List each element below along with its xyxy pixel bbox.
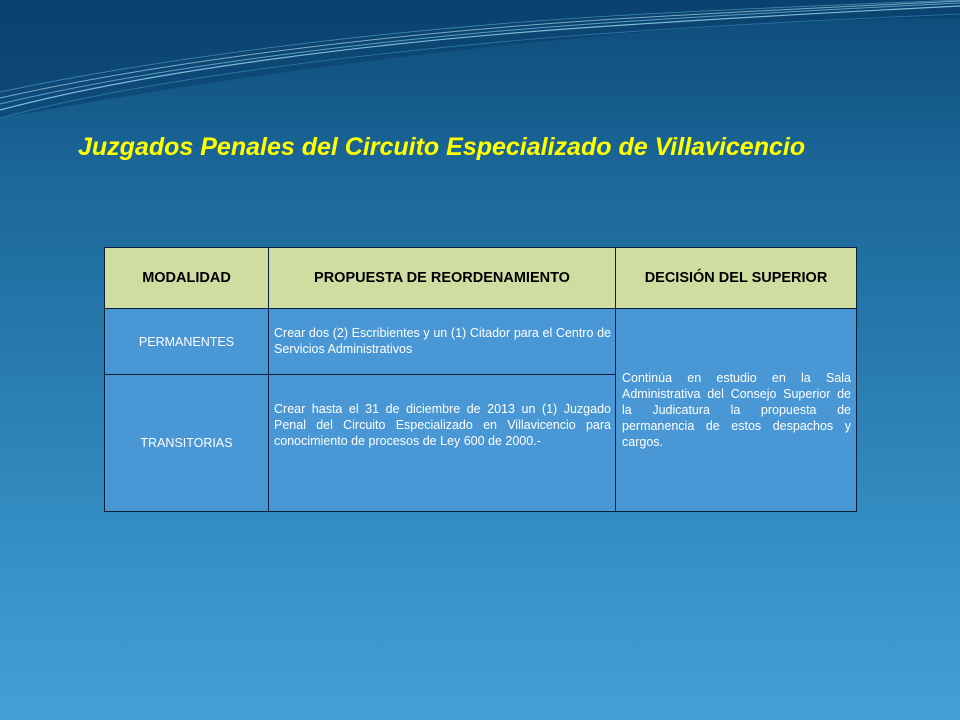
header-modalidad: MODALIDAD: [105, 248, 269, 309]
slide-title: Juzgados Penales del Circuito Especializado de Villavicencio: [78, 133, 806, 161]
decorative-wave-lines: [0, 0, 960, 140]
reorganization-table: [104, 247, 857, 512]
header-propuesta: PROPUESTA DE REORDENAMIENTO: [269, 248, 616, 309]
cell-propuesta: Crear hasta el 31 de diciembre de 2013 un (1) Juzgado Penal del Circuito Especializado en Villavicencio para conocimiento de procesos de Ley 600 de 2000.-: [269, 375, 616, 512]
header-decision: DECISIÓN DEL SUPERIOR: [616, 248, 857, 309]
table-row: [105, 309, 857, 375]
cell-modalidad: TRANSITORIAS: [105, 375, 269, 512]
table-header-row: [105, 248, 857, 309]
cell-modalidad: PERMANENTES: [105, 309, 269, 375]
cell-propuesta: Crear dos (2) Escribientes y un (1) Citador para el Centro de Servicios Administrativos: [269, 309, 616, 375]
cell-decision: Continúa en estudio en la Sala Administrativa del Consejo Superior de la Judicatura la propuesta de permanencia de estos despachos y cargos.: [616, 309, 857, 512]
